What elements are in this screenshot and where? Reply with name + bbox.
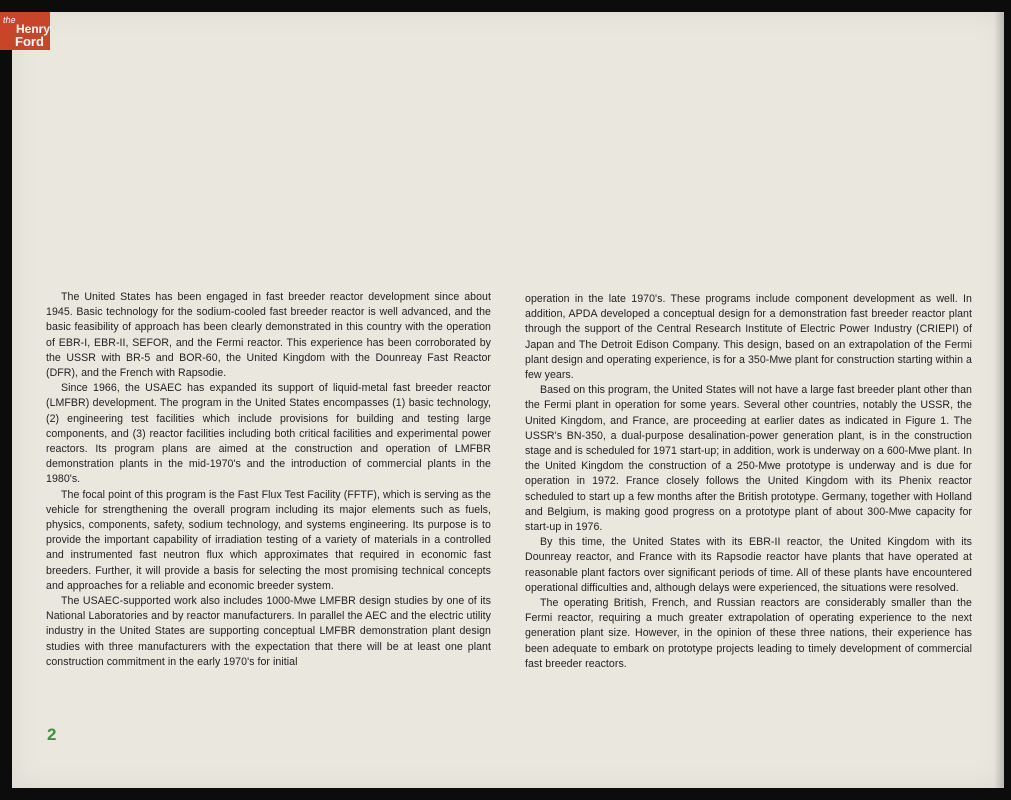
page-number: 2: [47, 725, 57, 744]
logo-text-henry: Henry: [16, 22, 51, 36]
logo-text-ford: Ford: [15, 34, 44, 49]
paragraph: The focal point of this program is the Fast Flux Test Facility (FFTF), which is serving as the vehicle for strengthening the overall program including its major elements such as fuels, physics, components, safety, sodium technology, and systems engineering. Its purpose is to provide the important capability of irradiation testing of a variety of materials in a controlled and instrumented fast neutron flux which approximates that required in economic fast breeders. Further, it will provide a basis for selecting the most promising technical concepts and approaches for a reliable and economic breeder system.: [46, 488, 491, 592]
logo-text-the: the: [3, 15, 16, 25]
left-text-column: [46, 290, 491, 670]
document-page: [12, 12, 1004, 788]
paragraph: By this time, the United States with its EBR-II reactor, the United Kingdom with its Dounreay reactor, and France with its Rapsodie reactor have plants that have operated at reasonable plant factors over significant periods of time. All of these plants have encountered operational difficulties and, although delays were experienced, the situations were resolved.: [525, 536, 972, 594]
page-edge-shadow: [994, 12, 1004, 788]
henry-ford-logo: [0, 12, 50, 50]
paragraph: The operating British, French, and Russian reactors are considerably smaller than the Fermi reactor, requiring a much greater extrapolation of operating experience to the next generation plant size. However, in the opinion of these three nations, their experience has been adequate to embark on prototype projects leading to timely development of commercial fast breeder reactors.: [525, 597, 972, 670]
paragraph: The United States has been engaged in fast breeder reactor development since about 1945. Basic technology for the sodium-cooled fast breeder reactor is well advanced, and the basic feasibility of approach has been clearly demonstrated in this country with the operation of EBR-I, EBR-II, SEFOR, and the Fermi reactor. This experience has been corroborated by the USSR with BR-5 and BOR-60, the United Kingdom with the Dounreay Fast Reactor (DFR), and the French with Rapsodie.: [46, 291, 491, 380]
paragraph: Based on this program, the United States will not have a large fast breeder plant other than the Fermi plant in operation for some years. Several other countries, notably the USSR, the United Kingdom, and France, are proceeding at earlier dates as indicated in Figure 1. The USSR's BN-350, a dual-purpose desalination-power generation plant, is in the construction stage and is scheduled for 1971 start-up; in addition, work is underway on a 600-Mwe plant. In the United Kingdom the construction of a 250-Mwe prototype is underway and is due for operation in 1972. France closely follows the United Kingdom with its Phenix reactor scheduled to start up a few months after the British prototype. Germany, together with Holland and Belgium, is making good progress on a prototype plant of about 300-Mwe capacity for start-up in 1976.: [525, 384, 972, 534]
paragraph: Since 1966, the USAEC has expanded its support of liquid-metal fast breeder reactor (LMFBR) development. The program in the United States encompasses (1) basic technology, (2) engineering test facilities which include provisions for building and testing large components, and (3) reactor facilities including both critical facilities and experimental power reactors. Its program plans are aimed at the construction and operation of LMFBR demonstration plants in the mid-1970's and the introduction of commercial plants in the 1980's.: [46, 382, 491, 486]
paragraph: operation in the late 1970's. These programs include component development as well. In addition, APDA developed a conceptual design for a demonstration fast breeder reactor plant through the support of the Central Research Institute of Electric Power Industry (CRIEPI) of Japan and The Detroit Edison Company. This design, based on an extrapolation of the Fermi plant design and operating experience, is for a 350-Mwe plant for construction starting within a few years.: [525, 293, 972, 382]
paragraph: The USAEC-supported work also includes 1000-Mwe LMFBR design studies by one of its National Laboratories and by reactor manufacturers. In parallel the AEC and the electric utility industry in the United States are supporting conceptual LMFBR demonstration plant design studies with three manufacturers with the expectation that there will be at least one plant construction commitment in the early 1970's for initial: [46, 595, 491, 668]
right-text-column: [525, 292, 972, 672]
